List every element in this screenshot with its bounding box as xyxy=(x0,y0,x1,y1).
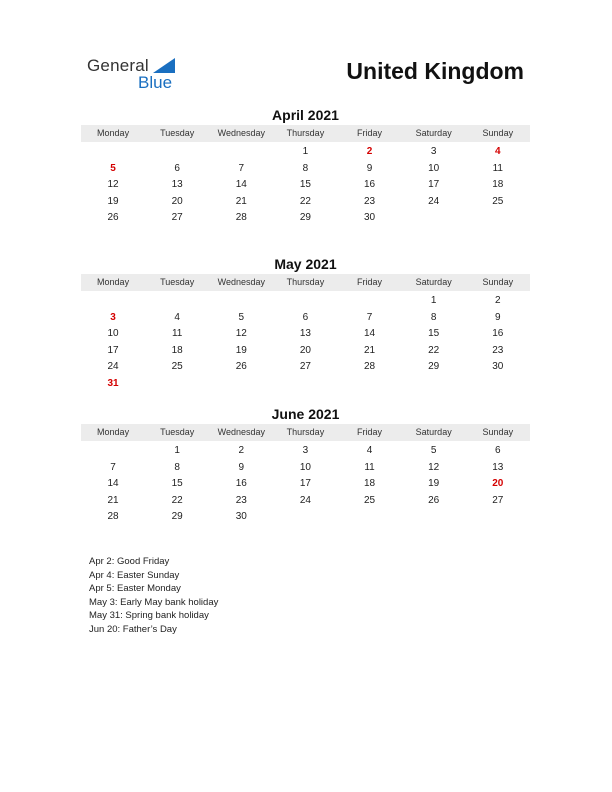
weekday-label: Thursday xyxy=(286,277,325,287)
day-cell xyxy=(145,293,209,310)
day-cell: 26 xyxy=(107,212,119,223)
day-cell xyxy=(145,144,209,161)
day-cell xyxy=(273,376,337,393)
day-cell xyxy=(273,509,337,526)
day-cell: 3 xyxy=(430,146,437,157)
weekday-header xyxy=(81,424,530,441)
weekday-label: Monday xyxy=(97,277,130,287)
day-cell: 19 xyxy=(107,195,119,207)
day-cell: 8 xyxy=(430,311,437,323)
day-cell: 22 xyxy=(428,344,440,356)
weekday-label: Saturday xyxy=(415,128,452,138)
day-cell: 22 xyxy=(171,494,183,506)
day-cell: 14 xyxy=(107,478,119,489)
day-cell: 30 xyxy=(364,212,376,223)
holiday-day-cell: 3 xyxy=(110,311,116,323)
logo-triangle-icon xyxy=(153,58,175,73)
day-cell: 29 xyxy=(428,361,440,372)
day-cell: 19 xyxy=(235,344,247,356)
day-cell: 8 xyxy=(174,461,180,473)
day-cell xyxy=(466,210,530,227)
holiday-day-cell: 5 xyxy=(110,162,116,174)
day-cell: 20 xyxy=(171,195,183,207)
day-cell xyxy=(338,509,402,526)
month-calendar-june xyxy=(81,406,530,526)
day-cell: 10 xyxy=(107,328,119,339)
day-cell: 29 xyxy=(299,212,311,223)
day-cell: 26 xyxy=(235,361,247,372)
weekday-label: Sunday xyxy=(482,277,514,287)
day-cell: 26 xyxy=(428,494,440,506)
holiday-day-cell: 2 xyxy=(366,146,373,157)
day-cell: 7 xyxy=(110,461,116,473)
day-cell: 15 xyxy=(171,478,183,489)
week-row xyxy=(81,177,530,194)
weekday-label: Thursday xyxy=(286,128,325,138)
weekday-label: Saturday xyxy=(415,277,452,287)
day-cell: 2 xyxy=(495,295,501,306)
country-title: United Kingdom xyxy=(346,58,524,84)
weekday-label: Wednesday xyxy=(217,427,265,437)
day-cell xyxy=(273,293,337,310)
day-cell: 28 xyxy=(107,511,119,522)
weekday-label: Sunday xyxy=(482,128,514,138)
logo xyxy=(87,56,187,92)
week-row xyxy=(81,161,530,178)
logo-blue-text: Blue xyxy=(138,73,173,92)
day-cell xyxy=(338,376,402,393)
day-cell: 9 xyxy=(366,162,373,174)
day-cell: 17 xyxy=(428,179,440,190)
month-title: April 2021 xyxy=(272,107,339,123)
holiday-list-item: Apr 4: Easter Sunday xyxy=(89,569,180,581)
day-cell xyxy=(81,293,145,310)
week-row xyxy=(81,210,530,227)
month-title: June 2021 xyxy=(271,406,340,422)
day-cell xyxy=(402,376,466,393)
week-row xyxy=(81,326,530,343)
day-cell: 22 xyxy=(299,195,311,207)
day-cell: 24 xyxy=(107,361,119,372)
weekday-label: Tuesday xyxy=(160,128,195,138)
week-row xyxy=(81,310,530,327)
day-cell: 13 xyxy=(492,461,504,473)
day-cell: 30 xyxy=(235,511,247,522)
logo-general-text: General xyxy=(87,56,149,75)
day-cell: 12 xyxy=(107,179,119,190)
day-cell xyxy=(338,293,402,310)
day-cell xyxy=(209,293,273,310)
month-calendar-may xyxy=(81,256,530,392)
day-cell: 21 xyxy=(107,494,119,506)
day-cell: 6 xyxy=(302,311,309,323)
weekday-header xyxy=(81,125,530,142)
weekday-label: Thursday xyxy=(286,427,325,437)
day-cell: 5 xyxy=(430,445,437,456)
holiday-day-cell: 4 xyxy=(495,146,501,157)
weekday-label: Saturday xyxy=(415,427,452,437)
weekday-label: Friday xyxy=(357,277,383,287)
day-cell: 21 xyxy=(364,344,376,356)
day-cell: 4 xyxy=(366,445,373,456)
holiday-list-item: Apr 5: Easter Monday xyxy=(89,583,181,594)
holiday-day-cell: 31 xyxy=(107,377,119,389)
day-cell: 16 xyxy=(235,478,247,489)
day-cell xyxy=(466,376,530,393)
day-cell: 6 xyxy=(174,162,180,174)
day-cell: 24 xyxy=(299,494,311,506)
day-cell: 4 xyxy=(174,311,180,323)
day-cell: 5 xyxy=(238,311,245,323)
day-cell xyxy=(81,144,145,161)
day-cell xyxy=(209,144,273,161)
day-cell: 14 xyxy=(364,328,376,339)
day-cell: 25 xyxy=(492,195,504,207)
day-cell: 1 xyxy=(174,445,180,456)
week-row xyxy=(81,509,530,526)
day-cell: 3 xyxy=(302,445,309,456)
day-cell: 25 xyxy=(171,361,183,372)
day-cell: 20 xyxy=(299,344,311,356)
week-row xyxy=(81,194,530,211)
day-cell xyxy=(402,509,466,526)
week-row xyxy=(81,443,530,460)
week-row xyxy=(81,376,530,393)
week-row xyxy=(81,293,530,310)
day-cell: 19 xyxy=(428,478,440,489)
day-cell: 27 xyxy=(299,361,311,372)
holiday-day-cell: 20 xyxy=(492,478,504,489)
day-cell: 23 xyxy=(492,344,504,356)
day-cell: 27 xyxy=(492,494,504,506)
day-cell: 21 xyxy=(235,195,247,207)
day-cell: 23 xyxy=(235,494,247,506)
day-cell: 6 xyxy=(495,445,501,456)
week-row xyxy=(81,144,530,161)
day-cell: 13 xyxy=(299,328,311,339)
day-cell: 10 xyxy=(428,162,440,174)
day-cell xyxy=(402,210,466,227)
day-cell xyxy=(466,509,530,526)
day-cell: 13 xyxy=(171,179,183,190)
month-title: May 2021 xyxy=(274,256,337,272)
day-cell: 18 xyxy=(171,344,183,356)
holiday-list-item: Jun 20: Father’s Day xyxy=(89,623,177,635)
day-cell: 28 xyxy=(364,361,376,372)
holiday-list-item: Apr 2: Good Friday xyxy=(89,556,170,567)
week-row xyxy=(81,493,530,510)
holiday-list xyxy=(89,555,218,636)
week-row xyxy=(81,460,530,477)
weekday-label: Friday xyxy=(357,128,383,138)
day-cell: 24 xyxy=(428,195,440,207)
day-cell: 16 xyxy=(492,328,504,339)
weekday-label: Tuesday xyxy=(160,277,195,287)
weekday-header xyxy=(81,274,530,291)
day-cell: 7 xyxy=(366,311,373,323)
weekday-label: Wednesday xyxy=(217,128,265,138)
day-cell: 7 xyxy=(238,162,245,174)
day-cell xyxy=(209,376,273,393)
day-cell: 29 xyxy=(171,511,183,522)
day-cell: 30 xyxy=(492,361,504,372)
day-cell: 9 xyxy=(495,311,501,323)
day-cell: 17 xyxy=(299,478,311,489)
day-cell: 16 xyxy=(364,179,376,190)
day-cell: 12 xyxy=(428,461,440,473)
day-cell xyxy=(145,376,209,393)
week-row xyxy=(81,359,530,376)
weekday-label: Tuesday xyxy=(160,427,195,437)
day-cell: 17 xyxy=(107,344,119,356)
day-cell: 15 xyxy=(428,328,440,339)
day-cell: 2 xyxy=(238,445,245,456)
day-cell: 8 xyxy=(302,162,309,174)
day-cell: 15 xyxy=(299,179,311,190)
weekday-label: Monday xyxy=(97,427,130,437)
day-cell: 18 xyxy=(492,179,504,190)
day-cell: 27 xyxy=(171,212,183,223)
day-cell: 11 xyxy=(492,162,503,174)
week-row xyxy=(81,343,530,360)
weekday-label: Wednesday xyxy=(217,277,265,287)
month-calendar-april xyxy=(81,107,530,227)
weekday-label: Sunday xyxy=(482,427,514,437)
day-cell: 25 xyxy=(364,494,376,506)
day-cell: 23 xyxy=(364,195,376,207)
day-cell: 14 xyxy=(235,179,247,190)
day-cell: 12 xyxy=(235,328,247,339)
day-cell: 11 xyxy=(364,461,375,473)
holiday-list-item: May 3: Early May bank holiday xyxy=(89,596,219,608)
day-cell: 9 xyxy=(238,461,245,473)
week-row xyxy=(81,476,530,493)
day-cell: 10 xyxy=(299,461,311,473)
day-cell: 1 xyxy=(430,295,437,306)
day-cell: 11 xyxy=(171,328,183,339)
day-cell: 28 xyxy=(235,212,247,223)
day-cell: 18 xyxy=(364,478,376,489)
day-cell xyxy=(81,443,145,460)
holiday-list-item: May 31: Spring bank holiday xyxy=(89,610,209,621)
day-cell: 1 xyxy=(302,146,309,157)
weekday-label: Monday xyxy=(97,128,130,138)
weekday-label: Friday xyxy=(357,427,383,437)
